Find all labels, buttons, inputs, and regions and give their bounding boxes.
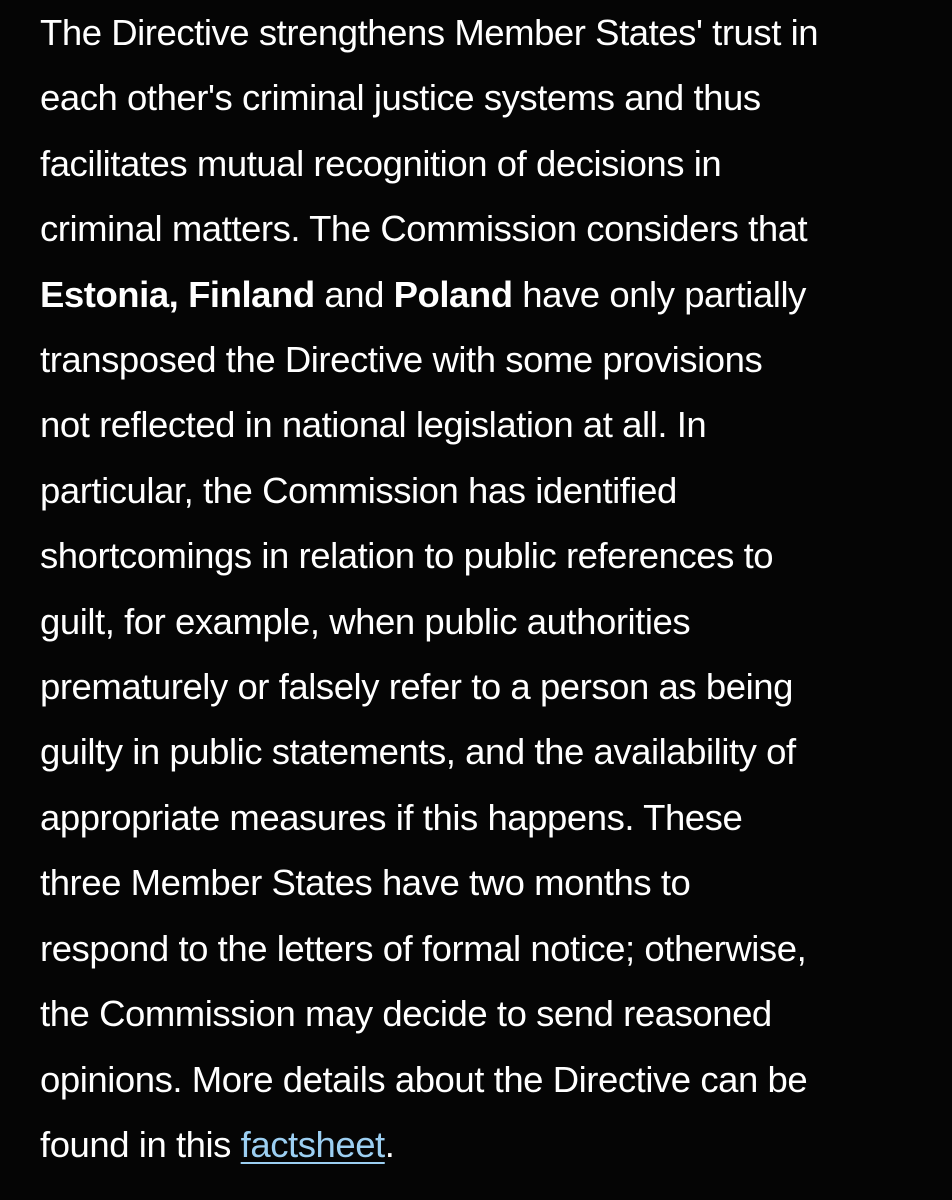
- text-line-11: prematurely or falsely refer to a person as being: [40, 666, 793, 708]
- text-line-12: guilty in public statements, and the availability of: [40, 731, 796, 773]
- text-line-17: opinions. More details about the Directive can be: [40, 1058, 808, 1100]
- text-line-15: respond to the letters of formal notice; otherwise,: [40, 927, 807, 969]
- text-line-1: The Directive strengthens Member States' trust in: [40, 12, 819, 53]
- text-line-9: shortcomings in relation to public references to: [40, 535, 774, 577]
- text-line-18: [40, 1112, 920, 1177]
- text-line-7: not reflected in national legislation at all. In: [40, 404, 707, 446]
- text-line-3: facilitates mutual recognition of decisions in: [40, 142, 722, 184]
- text-line-16: the Commission may decide to send reasoned: [40, 993, 772, 1035]
- text-line-2: each other's criminal justice systems and thus: [40, 77, 761, 119]
- bold-country-names: Estonia, Finland: [40, 273, 315, 315]
- article-paragraph: [40, 0, 920, 1177]
- bold-country-poland: Poland: [393, 273, 513, 315]
- text-line-6: transposed the Directive with some provisions: [40, 339, 763, 381]
- text-and: and: [314, 273, 394, 315]
- text-line-4: criminal matters. The Commission considers that: [40, 208, 808, 250]
- text-line-10: guilt, for example, when public authorities: [40, 600, 691, 642]
- text-line-13: appropriate measures if this happens. These: [40, 796, 743, 838]
- text-after-link: .: [384, 1123, 395, 1165]
- text-line-8: particular, the Commission has identified: [40, 469, 677, 511]
- text-line-5-tail: have only partially: [512, 273, 806, 315]
- text-line-5: [40, 262, 920, 327]
- factsheet-link[interactable]: factsheet: [240, 1123, 385, 1165]
- text-line-14: three Member States have two months to: [40, 862, 691, 904]
- text-before-link: found in this: [40, 1123, 241, 1165]
